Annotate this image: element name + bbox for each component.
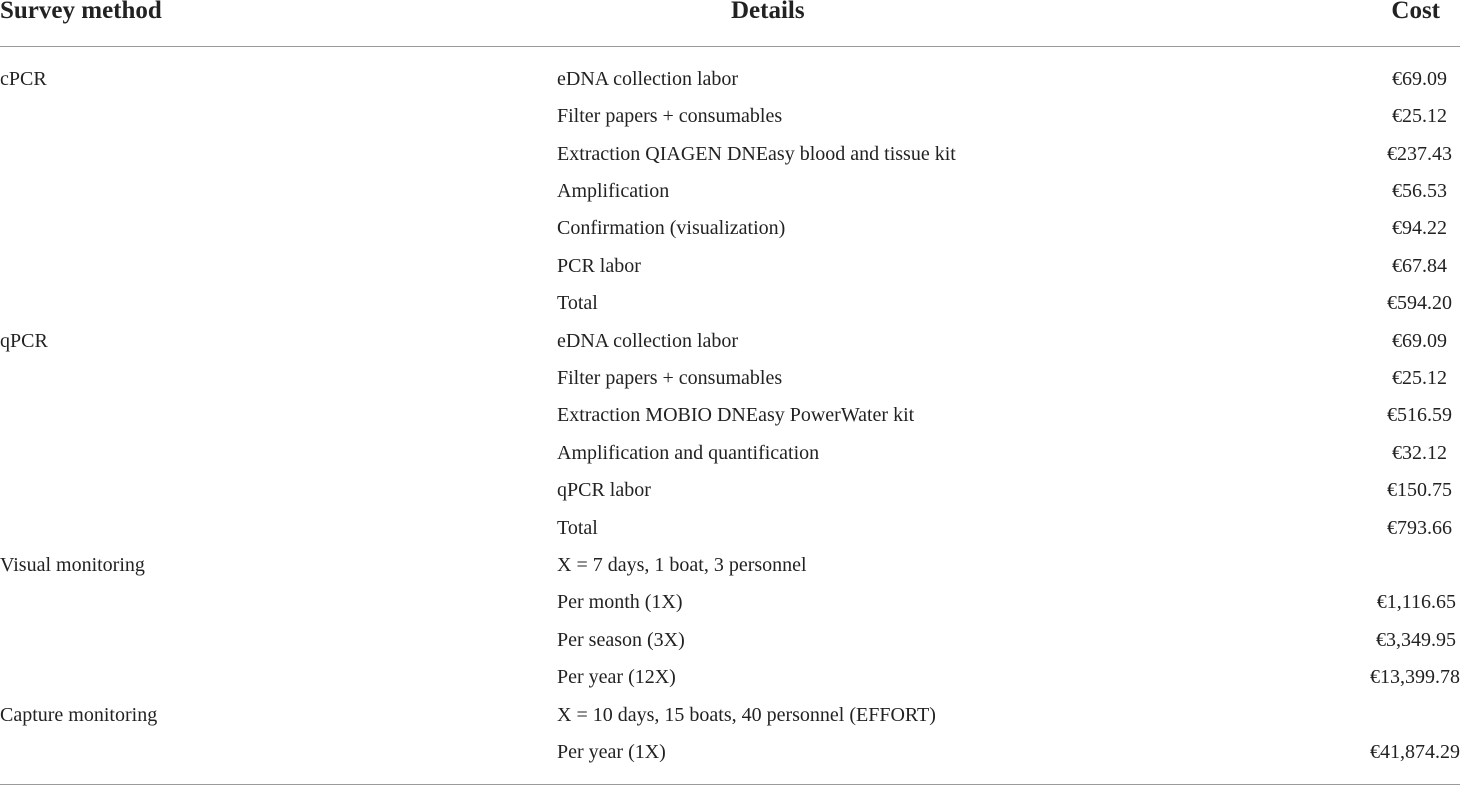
table-row — [0, 178, 1460, 215]
row-cost: €793.66 — [1387, 517, 1452, 539]
row-cost: €94.22 — [1392, 217, 1447, 239]
table-row — [0, 440, 1460, 477]
table-row — [0, 402, 1460, 439]
table-row — [0, 627, 1460, 664]
table-row — [0, 253, 1460, 290]
header-details: Details — [731, 0, 805, 24]
table-row — [0, 552, 1460, 589]
row-cost: €3,349.95 — [1376, 629, 1456, 651]
table-row — [0, 141, 1460, 178]
row-cost: €41,874.29 — [1370, 741, 1460, 763]
row-details: Extraction QIAGEN DNEasy blood and tissue kit — [557, 143, 956, 165]
row-cost: €1,116.65 — [1376, 591, 1456, 613]
table-row — [0, 290, 1460, 327]
row-details: Confirmation (visualization) — [557, 217, 786, 239]
row-cost: €516.59 — [1387, 404, 1452, 426]
header-cost: Cost — [1391, 0, 1440, 24]
row-cost: €67.84 — [1392, 255, 1447, 277]
row-details: Amplification — [557, 180, 670, 202]
row-details: eDNA collection labor — [557, 330, 739, 352]
row-details: Filter papers + consumables — [557, 367, 783, 389]
table-row — [0, 103, 1460, 140]
row-cost: €69.09 — [1392, 68, 1447, 90]
table-header — [0, 0, 1460, 47]
row-details: Extraction MOBIO DNEasy PowerWater kit — [557, 404, 915, 426]
table-row — [0, 477, 1460, 514]
row-method: cPCR — [0, 68, 47, 90]
row-details: qPCR labor — [557, 479, 651, 501]
row-details: Per season (3X) — [557, 629, 685, 651]
row-details: eDNA collection labor — [557, 68, 739, 90]
row-method: qPCR — [0, 330, 48, 352]
row-method: Capture monitoring — [0, 704, 158, 726]
table-row — [0, 365, 1460, 402]
row-cost: €150.75 — [1387, 479, 1452, 501]
row-details: Per month (1X) — [557, 591, 683, 613]
table-row — [0, 739, 1460, 776]
table-row — [0, 702, 1460, 739]
table-row — [0, 589, 1460, 626]
row-cost: €56.53 — [1392, 180, 1447, 202]
row-cost: €69.09 — [1392, 330, 1447, 352]
row-details: Total — [557, 517, 598, 539]
row-details: X = 7 days, 1 boat, 3 personnel — [557, 554, 807, 576]
row-details: Per year (1X) — [557, 741, 666, 763]
table-row — [0, 328, 1460, 365]
row-details: Per year (12X) — [557, 666, 676, 688]
header-survey-method: Survey method — [0, 0, 162, 24]
row-details: Filter papers + consumables — [557, 105, 783, 127]
row-cost: €25.12 — [1392, 105, 1447, 127]
table-row — [0, 215, 1460, 252]
row-cost: €25.12 — [1392, 367, 1447, 389]
row-cost: €594.20 — [1387, 292, 1452, 314]
row-details: Amplification and quantification — [557, 442, 820, 464]
row-cost: €237.43 — [1387, 143, 1452, 165]
row-method: Visual monitoring — [0, 554, 145, 576]
table-row — [0, 664, 1460, 701]
table-row — [0, 515, 1460, 552]
row-details: X = 10 days, 15 boats, 40 personnel (EFFORT) — [557, 704, 936, 726]
row-details: PCR labor — [557, 255, 641, 277]
row-cost: €32.12 — [1392, 442, 1447, 464]
row-cost: €13,399.78 — [1370, 666, 1460, 688]
table-row — [0, 66, 1460, 103]
row-details: Total — [557, 292, 598, 314]
